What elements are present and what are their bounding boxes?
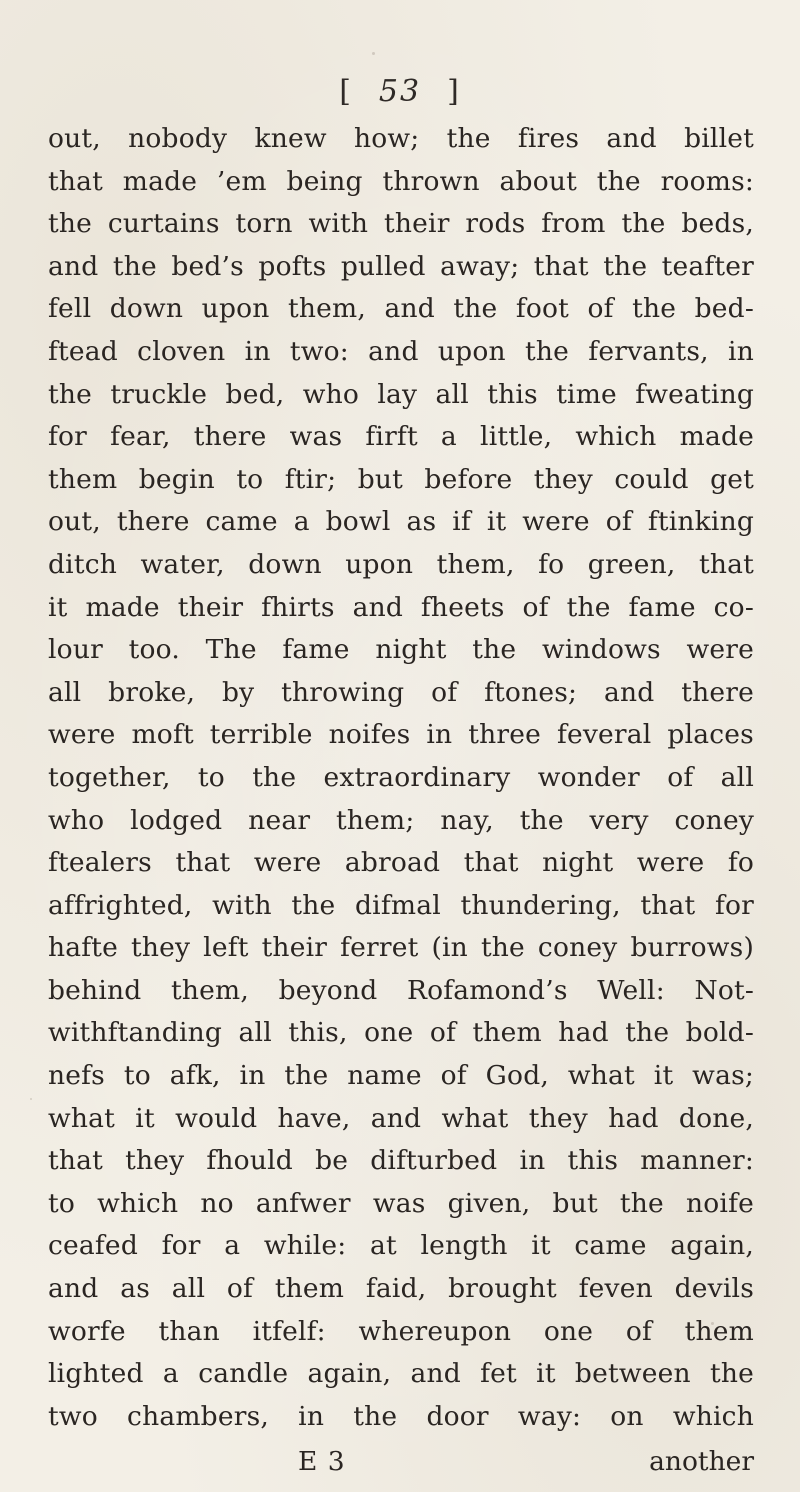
paper-speck: [372, 52, 375, 55]
page-number: 53: [378, 74, 422, 109]
text-line: the curtains torn with their rods from the beds,: [48, 208, 754, 240]
body-text: [48, 118, 754, 1438]
paper-speck: [30, 1098, 32, 1100]
text-line: affrighted, with the difmal thundering, that for: [48, 889, 754, 921]
paper-speck: [690, 1412, 692, 1416]
text-line: and as all of them faid, brought feven devils: [48, 1273, 754, 1305]
page-footer: [48, 1446, 754, 1486]
open-bracket: [: [339, 74, 353, 109]
text-line: all broke, by throwing of ftones; and there: [48, 676, 754, 708]
text-line: to which no anfwer was given, but the noife: [48, 1187, 754, 1219]
text-line: ceafed for a while: at length it came again,: [48, 1230, 754, 1262]
paper-speck: [711, 1322, 714, 1325]
text-line: two chambers, in the door way: on which: [48, 1400, 754, 1432]
text-line: lighted a candle again, and fet it between the: [48, 1358, 754, 1390]
text-line: that made ’em being thrown about the rooms:: [48, 165, 754, 197]
text-line: ftead cloven in two: and upon the fervants, in: [48, 335, 754, 367]
text-line: for fear, there was firft a little, which made: [48, 421, 754, 453]
text-line: ftealers that were abroad that night were fo: [48, 847, 754, 879]
text-line: fell down upon them, and the foot of the bed-: [48, 293, 754, 325]
text-line: lour too. The fame night the windows were: [48, 634, 754, 666]
catchword: another: [649, 1446, 754, 1477]
text-line: the truckle bed, who lay all this time fweating: [48, 378, 754, 410]
text-line: what it would have, and what they had done,: [48, 1102, 754, 1134]
text-line: and the bed’s pofts pulled away; that the teafter: [48, 250, 754, 282]
text-line: it made their fhirts and fheets of the fame co-: [48, 591, 754, 623]
running-head: [0, 74, 800, 109]
text-line: that they fhould be difturbed in this manner:: [48, 1145, 754, 1177]
close-bracket: ]: [447, 74, 461, 109]
text-line: hafte they left their ferret (in the coney burrows): [48, 932, 754, 964]
text-line: ditch water, down upon them, fo green, that: [48, 548, 754, 580]
text-line: out, there came a bowl as if it were of ftinking: [48, 506, 754, 538]
text-line: were moft terrible noifes in three feveral places: [48, 719, 754, 751]
signature-mark: E 3: [298, 1446, 346, 1477]
text-line: together, to the extraordinary wonder of all: [48, 761, 754, 793]
text-line: behind them, beyond Rofamond’s Well: Not-: [48, 974, 754, 1006]
text-line: nefs to afk, in the name of God, what it was;: [48, 1060, 754, 1092]
text-line: withftanding all this, one of them had the bold-: [48, 1017, 754, 1049]
text-line: out, nobody knew how; the fires and billet: [48, 123, 754, 154]
text-line: them begin to ftir; but before they could get: [48, 463, 754, 495]
text-line: worfe than itfelf: whereupon one of them: [48, 1315, 754, 1347]
text-line: who lodged near them; nay, the very coney: [48, 804, 754, 836]
